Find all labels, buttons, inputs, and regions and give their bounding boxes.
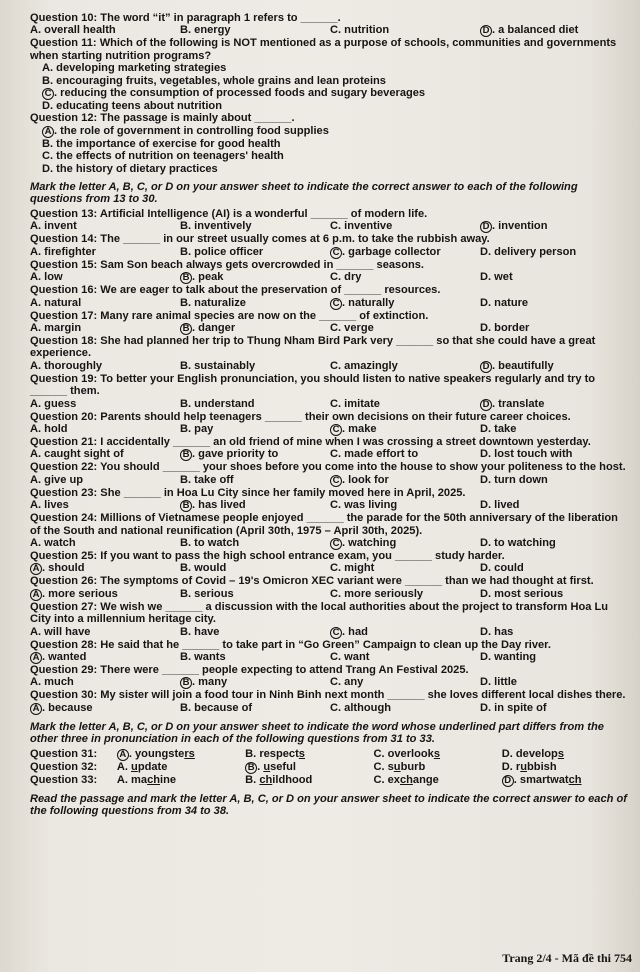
answer-circle-mark: D xyxy=(480,399,492,411)
question-options xyxy=(30,676,630,689)
question-options xyxy=(30,423,630,436)
question-label: Question 10: xyxy=(30,12,98,24)
question-28 xyxy=(30,639,630,651)
option-d: D. educating teens about nutrition xyxy=(42,100,222,113)
underlined-part: u xyxy=(263,760,271,773)
word-part: C. ex xyxy=(373,773,400,786)
question-label: Question 20: xyxy=(30,410,98,423)
option-c: C. want xyxy=(330,651,370,663)
question-options xyxy=(30,626,630,639)
answer-circle-mark: C xyxy=(330,627,342,639)
question-stem: You should ______ your shoes before you come into the house to show your politeness to the host. xyxy=(100,461,626,474)
pronunciation-questions xyxy=(30,748,630,787)
option-b: B. to watch xyxy=(180,536,240,549)
option-d: D . invention xyxy=(480,220,630,233)
word-part: A. ma xyxy=(116,773,148,786)
question-stem: Parents should help teenagers ______ their own decisions on their future career choices. xyxy=(100,410,571,423)
answer-circle-mark: A xyxy=(30,703,42,715)
option-a: A. lives xyxy=(30,499,69,512)
option-d: D. turn down xyxy=(480,473,548,486)
option-a: A. firefighter xyxy=(30,245,96,258)
option-d: D . a balanced diet xyxy=(480,24,630,37)
question-options xyxy=(30,398,630,411)
option-b: B. the importance of exercise for good health xyxy=(42,137,281,150)
question-stem: He said that he ______ to take part in “Go Green” Campaign to clean up the Day river. xyxy=(100,638,551,651)
option-a xyxy=(117,748,245,761)
question-11 xyxy=(30,37,630,62)
option-c: C . naturally xyxy=(330,297,480,310)
question-options xyxy=(30,271,630,284)
page-footer: Trang 2/4 - Mã đề thi 754 xyxy=(502,951,632,965)
word-part: ange xyxy=(412,773,439,786)
option-b: B . danger xyxy=(180,322,330,335)
question-stem: Sam Son beach always gets overcrowded in ______ seasons. xyxy=(100,258,425,271)
option-c: C . had xyxy=(330,626,480,639)
option-c: C. might xyxy=(330,562,375,575)
option-b: B . has lived xyxy=(180,499,330,512)
option-b: B. have xyxy=(180,625,220,638)
option-d: D. wanting xyxy=(480,651,537,663)
option-d: D. lived xyxy=(480,499,520,512)
underlined-part: u xyxy=(131,760,138,773)
option-a: A. margin xyxy=(30,321,82,334)
option-a xyxy=(117,774,245,787)
option-a: A. thoroughly xyxy=(30,359,103,372)
question-stem: She had planned her trip to Thung Nham Bird Park very ______ so that she could have a great experience. xyxy=(30,334,596,360)
option-d: D. the history of dietary practices xyxy=(42,162,218,175)
option-d: D. could xyxy=(480,562,524,575)
option-a: A. invent xyxy=(30,220,77,233)
word-part: B. respect xyxy=(245,747,299,760)
question-31 xyxy=(30,748,630,761)
question-16 xyxy=(30,284,630,296)
word-part: C. overlook xyxy=(373,747,434,760)
question-options xyxy=(30,322,630,335)
option-b: B. understand xyxy=(180,397,255,410)
option-c: C. imitate xyxy=(330,397,380,410)
option-c: C. more seriously xyxy=(330,587,424,600)
option-b xyxy=(245,774,373,787)
word-part: D. r xyxy=(501,760,521,773)
question-label: Question 26: xyxy=(30,575,98,588)
question-options xyxy=(30,562,630,575)
option-c xyxy=(373,774,501,787)
answer-circle-mark: C xyxy=(330,475,342,487)
option-d: D. has xyxy=(480,625,514,638)
option-c: C. verge xyxy=(330,321,374,334)
word-part: bbish xyxy=(527,760,557,773)
option-d: D. little xyxy=(480,676,517,689)
option-d xyxy=(502,748,630,761)
question-label: Question 23: xyxy=(30,486,98,499)
option-c: C . garbage collector xyxy=(330,246,480,259)
q11-options xyxy=(30,62,630,112)
question-23 xyxy=(30,487,630,499)
option-b: B. energy xyxy=(180,24,231,37)
question-list-13-30 xyxy=(30,208,630,715)
option-c: C. amazingly xyxy=(330,359,398,372)
option-a xyxy=(117,761,245,774)
question-32 xyxy=(30,761,630,774)
answer-circle-mark: B xyxy=(180,677,192,689)
question-10 xyxy=(30,12,630,24)
word-part: D. develop xyxy=(501,747,558,760)
question-stem: Millions of Vietnamese people enjoyed ______ the parade for the 50th anniversary of the liberation of the South and national reunification (April 30th, 1975 – April 30th, 2025). xyxy=(30,512,618,537)
option-a: A . because xyxy=(30,702,180,715)
question-stem: I accidentally ______ an old friend of mine when I was crossing a street downtown yesterday. xyxy=(100,435,591,448)
question-stem: We are eager to talk about the preservation of ______ resources. xyxy=(100,284,441,297)
option-c: C. was living xyxy=(330,499,398,512)
instruction-13-30: Mark the letter A, B, C, or D on your answer sheet to indicate the correct answer to each of the following questions from 13 to 30. xyxy=(30,181,578,206)
q10-options xyxy=(30,24,630,37)
underlined-part: ch xyxy=(568,773,582,786)
question-label: Question 21: xyxy=(30,435,98,448)
question-stem: There were ______ people expecting to attend Trang An Festival 2025. xyxy=(100,664,469,676)
answer-circle-mark: C xyxy=(330,298,342,310)
option-b: B. encouraging fruits, vegetables, whole grains and lean proteins xyxy=(42,74,386,87)
option-b: B. wants xyxy=(180,651,226,663)
question-stem: The symptoms of Covid – 19's Omicron XEC variant were ______ than we had thought at first. xyxy=(100,575,594,588)
option-b xyxy=(245,748,373,761)
question-options xyxy=(30,297,630,310)
option-b: B. inventively xyxy=(180,220,252,233)
option-c: C. inventive xyxy=(330,220,393,233)
option-b: B. pay xyxy=(180,422,214,435)
answer-circle-mark: A xyxy=(30,589,42,601)
option-a: A. watch xyxy=(30,536,76,549)
option-a: A. developing marketing strategies xyxy=(42,62,227,75)
answer-circle-mark: A xyxy=(42,126,54,138)
underlined-part: u xyxy=(393,760,401,773)
question-label: Question 24: xyxy=(30,512,98,525)
question-label: Question 16: xyxy=(30,284,98,297)
answer-circle-mark: D xyxy=(480,361,492,373)
option-c: C. nutrition xyxy=(330,24,390,37)
question-options xyxy=(30,588,630,601)
option-d: D . beautifully xyxy=(480,360,630,373)
option-d: D . translate xyxy=(480,398,630,411)
question-label: Question 31: xyxy=(30,747,98,760)
option-a: A. give up xyxy=(30,473,84,486)
question-label: Question 29: xyxy=(30,664,98,676)
question-stem: Artificial Intelligence (AI) is a wonderful ______ of modern life. xyxy=(99,207,428,220)
option-a: A . wanted xyxy=(30,651,180,664)
word-part: pdate xyxy=(137,760,168,773)
answer-circle-mark: B xyxy=(180,449,192,461)
question-label: Question 13: xyxy=(30,207,98,220)
question-options xyxy=(30,651,630,664)
option-b: B . peak xyxy=(180,271,330,284)
option-d: D. delivery person xyxy=(480,245,577,258)
question-options xyxy=(30,474,630,487)
question-27 xyxy=(30,601,630,626)
question-stem: We wish we ______ a discussion with the local authorities about the project to transform Hoa Lu City into a millennium heritage city. xyxy=(30,600,609,626)
question-stem: Many rare animal species are now on the ______ of extinction. xyxy=(100,309,429,322)
question-options xyxy=(30,246,630,259)
option-a: A . the role of government in controlling food supplies xyxy=(42,125,630,138)
answer-circle-mark: C xyxy=(330,538,342,550)
answer-circle-mark: A xyxy=(30,563,42,575)
question-12 xyxy=(30,112,630,124)
option-d: D. wet xyxy=(480,271,513,284)
option-c: C . watching xyxy=(330,537,480,550)
option-d: D. in spite of xyxy=(480,701,547,714)
option-c: C. any xyxy=(330,676,364,689)
underlined-part: s xyxy=(433,747,441,760)
underlined-part: ch xyxy=(259,773,273,786)
option-d xyxy=(502,761,630,774)
underlined-part: s xyxy=(557,747,565,760)
question-stem: My sister will join a food tour in Ninh Binh next month ______ she loves different local dishes there. xyxy=(100,689,626,702)
question-26 xyxy=(30,575,630,587)
option-a: A. much xyxy=(30,676,74,689)
underlined-part: u xyxy=(520,760,528,773)
question-options xyxy=(30,702,630,715)
answer-circle-mark: B xyxy=(180,272,192,284)
question-label: Question 28: xyxy=(30,638,98,651)
question-label: Question 30: xyxy=(30,689,98,702)
underlined-part: s xyxy=(298,747,305,760)
option-b: B. would xyxy=(180,562,227,575)
question-17 xyxy=(30,310,630,322)
question-options xyxy=(30,499,630,512)
option-b xyxy=(245,761,373,774)
answer-circle-mark: B xyxy=(180,323,192,335)
option-d: D. most serious xyxy=(480,587,564,600)
question-13 xyxy=(30,208,630,220)
question-label: Question 14: xyxy=(30,233,98,246)
answer-circle-mark: D xyxy=(502,775,514,787)
word-part: seful xyxy=(270,760,296,773)
question-stem: Which of the following is NOT mentioned as a purpose of schools, communities and governments when starting nutrition programs? xyxy=(30,37,617,62)
question-label: Question 12: xyxy=(30,112,98,125)
word-part: A . youngste xyxy=(117,748,184,760)
option-a: A. overall health xyxy=(30,24,116,37)
question-label: Question 33: xyxy=(30,773,98,786)
question-15 xyxy=(30,259,630,271)
question-stem: The word “it” in paragraph 1 refers to ______. xyxy=(100,12,341,24)
option-a: A. low xyxy=(30,271,63,284)
option-c xyxy=(373,748,501,761)
option-c: C. made effort to xyxy=(330,448,419,461)
option-c: C. the effects of nutrition on teenagers' health xyxy=(42,150,284,163)
instruction-31-33: Mark the letter A, B, C, or D on your answer sheet to indicate the word whose underlined part differs from the other three in pronunciation in each of the following questions from 31 to 33. xyxy=(30,720,604,746)
instruction-34-38: Read the passage and mark the letter A, B, C, or D on your answer sheet to indicate the correct answer to each of the following questions from 34 to 38. xyxy=(30,792,627,818)
answer-circle-mark: B xyxy=(180,500,192,512)
option-a: A. guess xyxy=(30,397,77,410)
question-options xyxy=(30,360,630,373)
option-a: A. hold xyxy=(30,422,68,435)
answer-circle-mark: C xyxy=(330,247,342,259)
word-part: D . smartwat xyxy=(502,774,569,786)
word-part: burb xyxy=(400,760,426,773)
question-29 xyxy=(30,664,630,676)
word-part: A. xyxy=(116,760,132,773)
exam-content xyxy=(30,12,630,819)
option-a: A. natural xyxy=(30,296,82,309)
option-b: B. sustainably xyxy=(180,359,256,372)
option-b: B. because of xyxy=(180,701,253,714)
question-label: Question 32: xyxy=(30,760,98,773)
answer-circle-mark: A xyxy=(30,652,42,664)
word-part: ine xyxy=(160,773,177,786)
question-label: Question 25: xyxy=(30,549,98,562)
question-stem: If you want to pass the high school entrance exam, you ______ study harder. xyxy=(100,549,505,562)
question-label: Question 18: xyxy=(30,334,98,347)
answer-circle-mark: D xyxy=(480,25,492,37)
answer-circle-mark: C xyxy=(330,424,342,436)
answer-circle-mark: A xyxy=(117,749,129,761)
option-a: A. will have xyxy=(30,625,91,638)
option-a: A . should xyxy=(30,562,180,575)
option-a: A . more serious xyxy=(30,588,180,601)
option-b: B. serious xyxy=(180,587,234,600)
q12-options xyxy=(30,125,630,175)
option-b: B. police officer xyxy=(180,245,264,258)
option-b: B . gave priority to xyxy=(180,448,330,461)
question-30 xyxy=(30,689,630,701)
question-options xyxy=(30,220,630,233)
question-stem: The ______ in our street usually comes at 6 p.m. to take the rubbish away. xyxy=(100,233,490,246)
answer-circle-mark: B xyxy=(245,762,257,774)
question-22 xyxy=(30,461,630,473)
question-label: Question 27: xyxy=(30,600,98,613)
option-b: B. take off xyxy=(180,473,234,486)
question-stem: To better your English pronunciation, you should listen to native speakers regularly and try to ______ them. xyxy=(30,372,596,398)
question-stem: The passage is mainly about ______. xyxy=(100,112,295,125)
question-label: Question 19: xyxy=(30,372,98,385)
question-options xyxy=(30,448,630,461)
option-c: C . make xyxy=(330,423,480,436)
word-part: ildhood xyxy=(272,773,313,786)
option-d: D. take xyxy=(480,422,517,435)
question-options xyxy=(30,537,630,550)
question-label: Question 17: xyxy=(30,309,98,322)
question-stem: She ______ in Hoa Lu City since her family moved here in April, 2025. xyxy=(100,486,466,499)
question-24 xyxy=(30,512,630,537)
question-25 xyxy=(30,550,630,562)
option-d: D. to watching xyxy=(480,536,556,549)
option-c: C . look for xyxy=(330,474,480,487)
option-c xyxy=(373,761,501,774)
option-c: C. dry xyxy=(330,271,362,284)
option-b: B. naturalize xyxy=(180,296,246,309)
question-21 xyxy=(30,436,630,448)
question-20 xyxy=(30,411,630,423)
question-14 xyxy=(30,233,630,245)
option-d: D. border xyxy=(480,321,530,334)
option-c: C. although xyxy=(330,701,392,714)
underlined-part: ch xyxy=(147,773,161,786)
word-part: B . xyxy=(245,761,263,773)
question-label: Question 15: xyxy=(30,258,98,271)
word-part: B. xyxy=(245,773,260,786)
option-c: C . reducing the consumption of processed foods and sugary beverages xyxy=(42,87,630,100)
option-d: D. nature xyxy=(480,296,529,309)
option-d xyxy=(502,774,630,787)
option-a: A. caught sight of xyxy=(30,448,124,461)
question-33 xyxy=(30,774,630,787)
option-b: B . many xyxy=(180,676,330,689)
question-19 xyxy=(30,373,630,398)
word-part: C. s xyxy=(373,760,394,773)
question-label: Question 11: xyxy=(30,37,97,50)
question-18 xyxy=(30,335,630,360)
answer-circle-mark: D xyxy=(480,221,492,233)
option-d: D. lost touch with xyxy=(480,448,573,461)
answer-circle-mark: C xyxy=(42,88,54,100)
underlined-part: rs xyxy=(184,747,195,760)
question-label: Question 22: xyxy=(30,461,98,474)
underlined-part: ch xyxy=(399,773,413,786)
